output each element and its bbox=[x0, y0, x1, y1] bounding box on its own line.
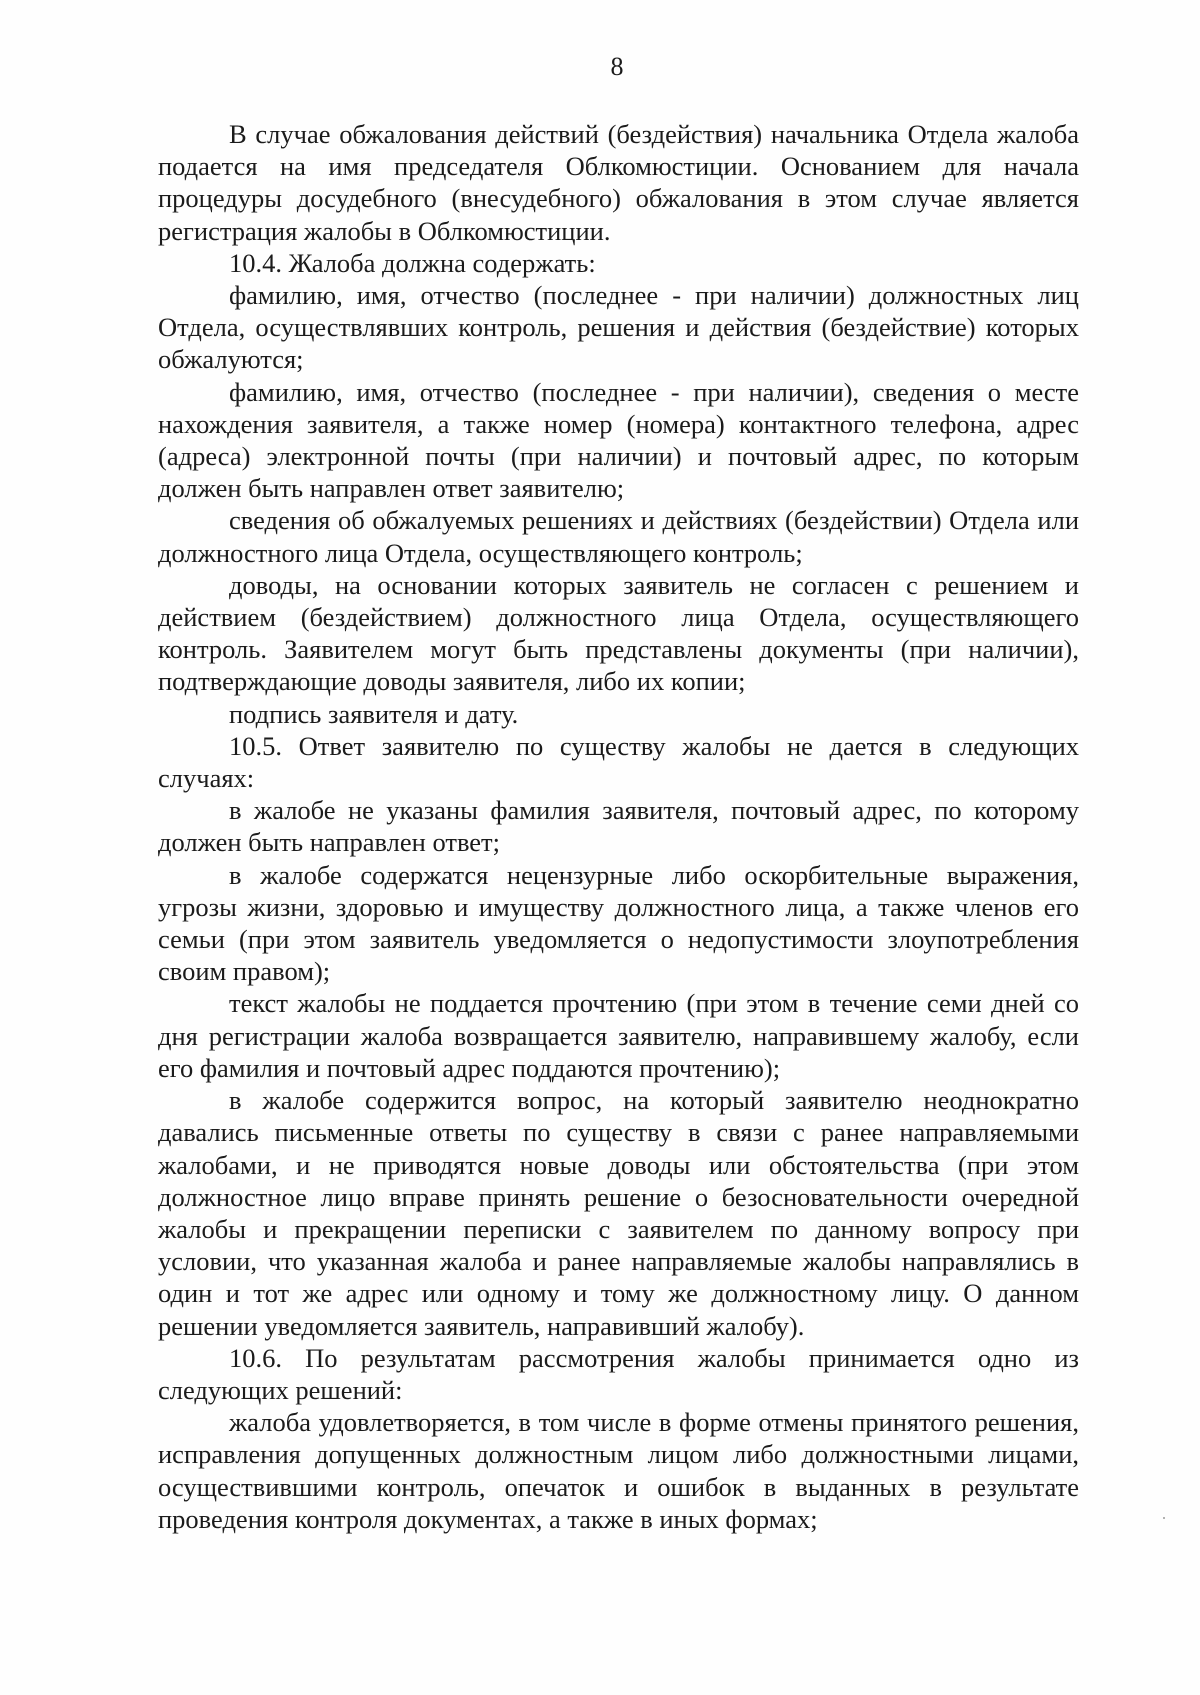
document-body bbox=[158, 118, 1079, 1535]
paragraph-10-4-heading: 10.4. Жалоба должна содержать: bbox=[229, 247, 596, 278]
paragraph-appealed-decisions: сведения об обжалуемых решениях и действиях (бездействии) Отдела или должностного лица Отдела, осуществляющего контроль; bbox=[158, 505, 1079, 568]
paragraph-applicant-details: фамилию, имя, отчество (последнее - при наличии), сведения о месте нахождения заявителя, а также номер (номера) контактного телефона, адрес (адреса) электронной почты (при наличии) и почтовый адрес, по которым должен быть направлен ответ заявителю; bbox=[158, 376, 1079, 504]
paragraph-officials-names: фамилию, имя, отчество (последнее - при наличии) должностных лиц Отдела, осуществлявших контроль, решения и действия (бездействие) которых обжалуются; bbox=[158, 280, 1079, 375]
paragraph-10-6-heading: 10.6. По результатам рассмотрения жалобы принимается одно из следующих решений: bbox=[158, 1342, 1079, 1405]
paragraph-obscene-language: в жалобе содержатся нецензурные либо оскорбительные выражения, угрозы жизни, здоровью и имуществу должностного лица, а также членов его семьи (при этом заявитель уведомляется о недопустимости злоупотребления своим правом); bbox=[158, 859, 1079, 987]
paragraph-arguments: доводы, на основании которых заявитель не согласен с решением и действием (бездействием) должностного лица Отдела, осуществляющего контроль. Заявителем могут быть представлены документы (при наличии), подтверждающие доводы заявителя, либо их копии; bbox=[158, 569, 1079, 697]
paragraph-no-surname-address: в жалобе не указаны фамилия заявителя, почтовый адрес, по которому должен быть направлен ответ; bbox=[158, 795, 1079, 858]
paragraph-signature-date: подпись заявителя и дату. bbox=[229, 698, 519, 729]
paragraph-appeal-chief: В случае обжалования действий (бездействия) начальника Отдела жалоба подается на имя председателя Облкомюстиции. Основанием для начала процедуры досудебного (внесудебного) обжалования в этом случае является регистрация жалобы в Облкомюстиции. bbox=[158, 119, 1079, 246]
paragraph-repeated-question: в жалобе содержится вопрос, на который заявителю неоднократно давались письменные ответы по существу в связи с ранее направляемыми жалобами, и не приводятся новые доводы или обстоятельства (при этом должностное лицо вправе принять решение о безосновательности очередной жалобы и прекращении переписки с заявителем по данному вопросу при условии, что указанная жалоба и ранее направляемые жалобы направлялись в один и тот же адрес или одному и тому же должностному лицу. О данном решении уведомляется заявитель, направивший жалобу). bbox=[158, 1085, 1079, 1341]
paragraph-unreadable-text: текст жалобы не поддается прочтению (при этом в течение семи дней со дня регистрации жалоба возвращается заявителю, направившему жалобу, если его фамилия и почтовый адрес поддаются прочтению); bbox=[158, 988, 1079, 1083]
scan-speck bbox=[1163, 1517, 1165, 1519]
paragraph-10-5-heading: 10.5. Ответ заявителю по существу жалобы не дается в следующих случаях: bbox=[158, 730, 1079, 794]
page-number: 8 bbox=[610, 52, 624, 81]
paragraph-complaint-satisfied: жалоба удовлетворяется, в том числе в форме отмены принятого решения, исправления допущенных должностным лицом либо должностными лицами, осуществившими контроль, опечаток и ошибок в выданных в результате проведения контроля документах, а также в иных формах; bbox=[158, 1407, 1079, 1534]
